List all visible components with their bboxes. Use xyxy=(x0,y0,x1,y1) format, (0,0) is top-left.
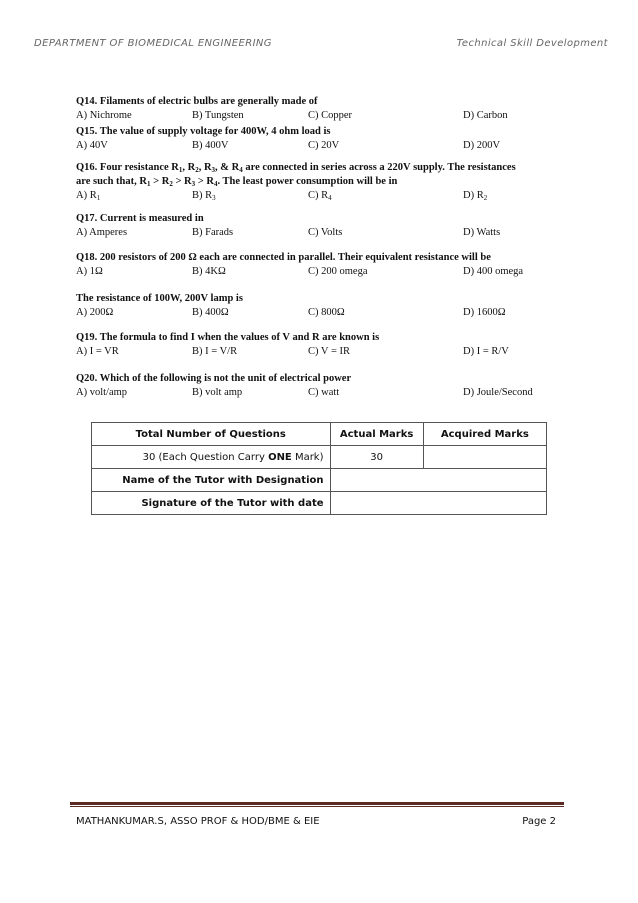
col-acquired-marks: Acquired Marks xyxy=(423,423,546,446)
question-20 xyxy=(76,372,556,400)
total-text-bold: ONE xyxy=(268,451,292,463)
col-total-questions: Total Number of Questions xyxy=(92,423,331,446)
option-a: A) volt/amp xyxy=(76,387,128,398)
options-row xyxy=(76,139,556,153)
option-a: A) 40V xyxy=(76,140,108,151)
option-a: A) $R_1$ xyxy=(76,190,101,202)
option-b: B) Tungsten xyxy=(192,110,244,121)
tutor-signature-label: Signature of the Tutor with date xyxy=(92,492,331,515)
option-a: A) I = VR xyxy=(76,346,119,357)
option-c: C) V = IR xyxy=(308,346,350,357)
question-14 xyxy=(76,95,556,123)
marks-table xyxy=(91,422,547,515)
option-c: C) Copper xyxy=(308,110,353,121)
question-title: Q15. The value of supply voltage for 400W, 4 ohm load is xyxy=(76,126,331,137)
table-row xyxy=(92,446,547,469)
option-a: A) Amperes xyxy=(76,227,128,238)
option-a: A) 200Ω xyxy=(76,307,114,318)
footer-divider-thick xyxy=(70,802,564,805)
option-b: B) volt amp xyxy=(192,387,243,398)
option-d: D) 1600Ω xyxy=(463,307,506,318)
option-d: D) Watts xyxy=(463,227,501,238)
option-b: B) Farads xyxy=(192,227,234,238)
option-b: B) $R_3$ xyxy=(192,190,216,202)
table-header-row xyxy=(92,423,547,446)
option-d: D) $R_2$ xyxy=(463,190,488,202)
tutor-signature-cell[interactable] xyxy=(330,492,546,515)
header-course: Technical Skill Development xyxy=(456,38,608,49)
option-b: B) 400Ω xyxy=(192,307,229,318)
option-c: C) 800Ω xyxy=(308,307,345,318)
table-row xyxy=(92,492,547,515)
question-title: Q14. Filaments of electric bulbs are generally made of xyxy=(76,96,318,107)
question-16 xyxy=(76,161,556,203)
options-row xyxy=(76,189,556,203)
question-title: Q20. Which of the following is not the unit of electrical power xyxy=(76,373,352,384)
table-row xyxy=(92,469,547,492)
question-title: Q17. Current is measured in xyxy=(76,213,204,224)
question-title: Q18. 200 resistors of 200 Ω each are connected in parallel. Their equivalent resistance will be xyxy=(76,252,491,263)
option-c: C) watt xyxy=(308,387,340,398)
footer-author: MATHANKUMAR.S, ASSO PROF & HOD/BME & EIE xyxy=(76,816,320,827)
option-b: B) 400V xyxy=(192,140,229,151)
tutor-name-cell[interactable] xyxy=(330,469,546,492)
option-d: D) Carbon xyxy=(463,110,508,121)
actual-marks-cell: 30 xyxy=(330,446,423,469)
option-c: C) Volts xyxy=(308,227,343,238)
options-row xyxy=(76,109,556,123)
option-a: A) Nichrome xyxy=(76,110,132,121)
options-row xyxy=(76,306,556,320)
question-title-line-2: are such that, $R_1 > R_2 > R_3 > R_4$. The least power consumption will be in xyxy=(76,176,398,188)
option-b: B) I = V/R xyxy=(192,346,238,357)
total-text-pre: 30 (Each Question Carry xyxy=(142,451,269,463)
question-18 xyxy=(76,251,556,279)
option-a: A) 1Ω xyxy=(76,266,103,277)
option-b: B) 4KΩ xyxy=(192,266,226,277)
options-row xyxy=(76,386,556,400)
tutor-name-label: Name of the Tutor with Designation xyxy=(92,469,331,492)
question-title: Q19. The formula to find I when the values of V and R are known is xyxy=(76,332,380,343)
options-row xyxy=(76,265,556,279)
footer-page-number: Page 2 xyxy=(522,816,556,827)
question-lamp-resistance xyxy=(76,292,556,320)
header-department: DEPARTMENT OF BIOMEDICAL ENGINEERING xyxy=(34,38,272,49)
question-title-line-1: Q16. Four resistance $R_1$, $R_2$, $R_3$, & $R_4$ are connected in series across a 220V supply. The resistances xyxy=(76,162,516,174)
option-d: D) I = R/V xyxy=(463,346,509,357)
question-19 xyxy=(76,331,556,359)
question-15 xyxy=(76,125,556,153)
total-questions-cell xyxy=(92,446,331,469)
col-actual-marks: Actual Marks xyxy=(330,423,423,446)
option-c: C) 20V xyxy=(308,140,340,151)
question-17 xyxy=(76,212,556,240)
total-text-post: Mark) xyxy=(291,451,324,463)
option-d: D) Joule/Second xyxy=(463,387,533,398)
footer-divider-thin xyxy=(70,806,564,807)
option-c: C) 200 omega xyxy=(308,266,368,277)
option-d: D) 400 omega xyxy=(463,266,524,277)
acquired-marks-cell[interactable] xyxy=(423,446,546,469)
option-d: D) 200V xyxy=(463,140,501,151)
option-c: C) $R_4$ xyxy=(308,190,332,202)
options-row xyxy=(76,226,556,240)
options-row xyxy=(76,345,556,359)
question-title: The resistance of 100W, 200V lamp is xyxy=(76,293,243,304)
